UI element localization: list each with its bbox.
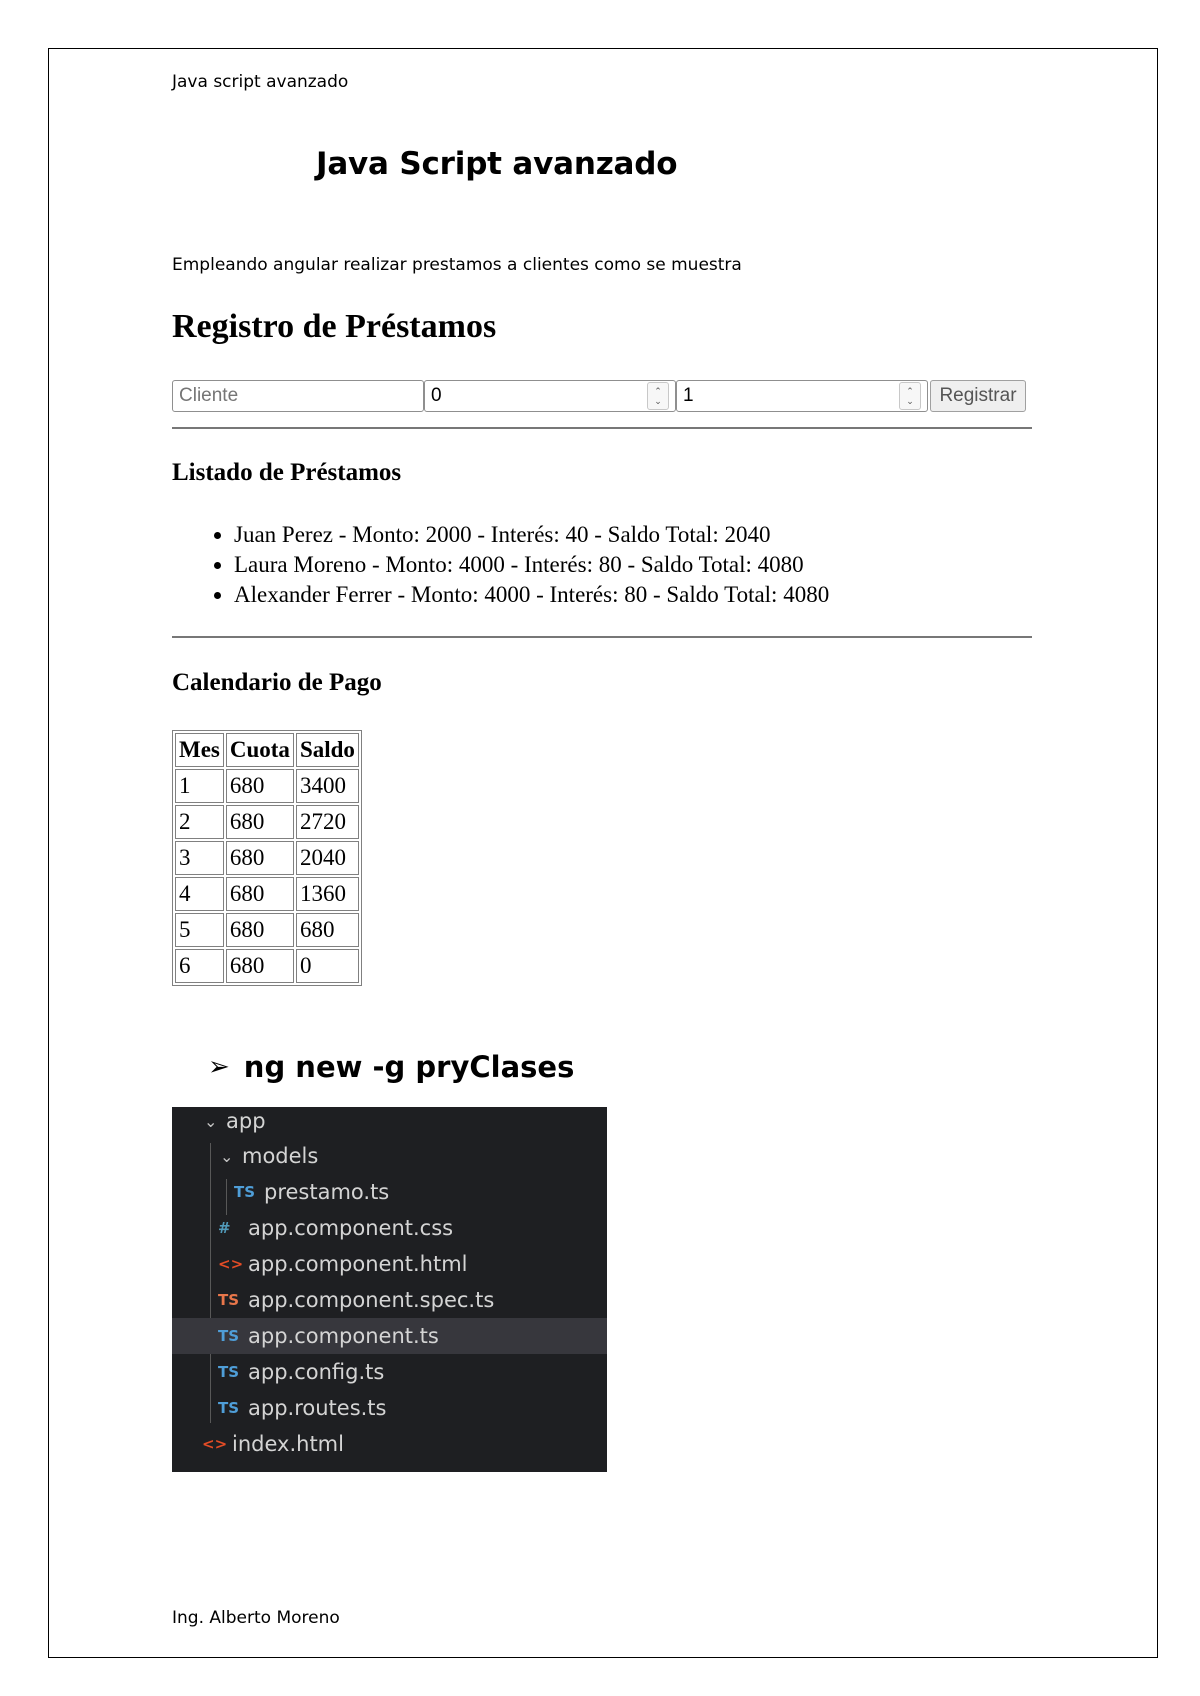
payment-schedule-table: [172, 730, 362, 986]
months-input[interactable]: [676, 380, 928, 412]
client-input[interactable]: Cliente: [172, 380, 424, 412]
table-cell: 680: [296, 913, 359, 947]
tree-item-label: index.html: [232, 1432, 344, 1456]
typescript-file-icon: TS: [218, 1399, 240, 1417]
list-item: Juan Perez - Monto: 2000 - Interés: 40 - Saldo Total: 2040: [234, 520, 829, 550]
table-row: [175, 841, 359, 875]
table-cell: 6: [175, 949, 224, 983]
chevron-down-icon: ⌄: [204, 1111, 218, 1131]
command-text: ng new -g pryClases: [243, 1050, 575, 1084]
table-cell: 2720: [296, 805, 359, 839]
table-cell: 2: [175, 805, 224, 839]
table-cell: 680: [226, 769, 294, 803]
months-value: 1: [683, 385, 694, 406]
typescript-file-icon: TS: [234, 1183, 256, 1201]
file-explorer: [172, 1107, 607, 1472]
tree-item-app-component-html[interactable]: [172, 1246, 607, 1282]
table-cell: 3400: [296, 769, 359, 803]
tree-item-label: prestamo.ts: [264, 1180, 390, 1204]
spin-up-icon: ⌃: [906, 386, 914, 396]
tree-item-index-html[interactable]: [172, 1426, 607, 1462]
table-cell: 680: [226, 949, 294, 983]
list-item: Alexander Ferrer - Monto: 4000 - Interés: 80 - Saldo Total: 4080: [234, 580, 829, 610]
html-file-icon: <>: [218, 1255, 244, 1273]
tree-item-label: app.routes.ts: [248, 1396, 387, 1420]
tree-item-label: app.config.ts: [248, 1360, 385, 1384]
list-item: Laura Moreno - Monto: 4000 - Interés: 80 - Saldo Total: 4080: [234, 550, 829, 580]
table-cell: 4: [175, 877, 224, 911]
amount-input[interactable]: [424, 380, 676, 412]
divider: [172, 636, 1032, 638]
tree-item-app-component-ts[interactable]: [172, 1318, 607, 1354]
table-cell: 1360: [296, 877, 359, 911]
tree-item-app-config-ts[interactable]: [172, 1354, 607, 1390]
tree-item-label: app.component.css: [248, 1216, 454, 1240]
tree-item-app-component-spec-ts[interactable]: [172, 1282, 607, 1318]
tree-item-app-routes-ts[interactable]: [172, 1390, 607, 1426]
table-cell: 680: [226, 877, 294, 911]
register-button[interactable]: Registrar: [930, 380, 1026, 412]
table-row: [175, 805, 359, 839]
tree-item-models[interactable]: [172, 1138, 607, 1174]
table-row: [175, 877, 359, 911]
spin-down-icon: ⌄: [654, 396, 662, 406]
page-footer: Ing. Alberto Moreno: [172, 1608, 340, 1628]
months-spinner[interactable]: [899, 382, 921, 410]
loan-form: [172, 380, 1026, 414]
loan-list-title: Listado de Préstamos: [172, 459, 402, 486]
tree-item-label: app: [226, 1109, 266, 1133]
loan-list: [234, 520, 829, 610]
spin-up-icon: ⌃: [654, 386, 662, 396]
column-header: Mes: [175, 733, 224, 767]
table-header-row: [175, 733, 359, 767]
typescript-spec-file-icon: TS: [218, 1291, 240, 1309]
spin-down-icon: ⌄: [906, 396, 914, 406]
typescript-file-icon: TS: [218, 1363, 240, 1381]
document-title: Java Script avanzado: [316, 146, 678, 182]
table-cell: 680: [226, 913, 294, 947]
instruction-text: Empleando angular realizar prestamos a clientes como se muestra: [172, 255, 742, 275]
arrow-bullet-icon: ➢: [208, 1052, 230, 1082]
command-bullet: [208, 1050, 574, 1084]
app-title: Registro de Préstamos: [172, 308, 497, 345]
table-cell: 680: [226, 805, 294, 839]
divider: [172, 427, 1032, 429]
amount-value: 0: [431, 385, 442, 406]
tree-item-label: app.component.ts: [248, 1324, 439, 1348]
css-file-icon: #: [218, 1219, 231, 1237]
page-header: Java script avanzado: [172, 72, 349, 92]
tree-item-label: app.component.html: [248, 1252, 468, 1276]
amount-spinner[interactable]: [647, 382, 669, 410]
tree-item-label: app.component.spec.ts: [248, 1288, 495, 1312]
table-cell: 0: [296, 949, 359, 983]
chevron-down-icon: ⌄: [220, 1146, 234, 1166]
tree-item-app[interactable]: [172, 1107, 607, 1139]
html-file-icon: <>: [202, 1435, 228, 1453]
tree-item-prestamo-ts[interactable]: [172, 1174, 607, 1210]
table-cell: 1: [175, 769, 224, 803]
table-cell: 2040: [296, 841, 359, 875]
tree-item-label: models: [242, 1144, 319, 1168]
typescript-file-icon: TS: [218, 1327, 240, 1345]
table-row: [175, 949, 359, 983]
tree-item-app-component-css[interactable]: [172, 1210, 607, 1246]
table-cell: 5: [175, 913, 224, 947]
column-header: Saldo: [296, 733, 359, 767]
table-cell: 680: [226, 841, 294, 875]
column-header: Cuota: [226, 733, 294, 767]
table-cell: 3: [175, 841, 224, 875]
table-row: [175, 769, 359, 803]
table-row: [175, 913, 359, 947]
schedule-title: Calendario de Pago: [172, 669, 382, 696]
